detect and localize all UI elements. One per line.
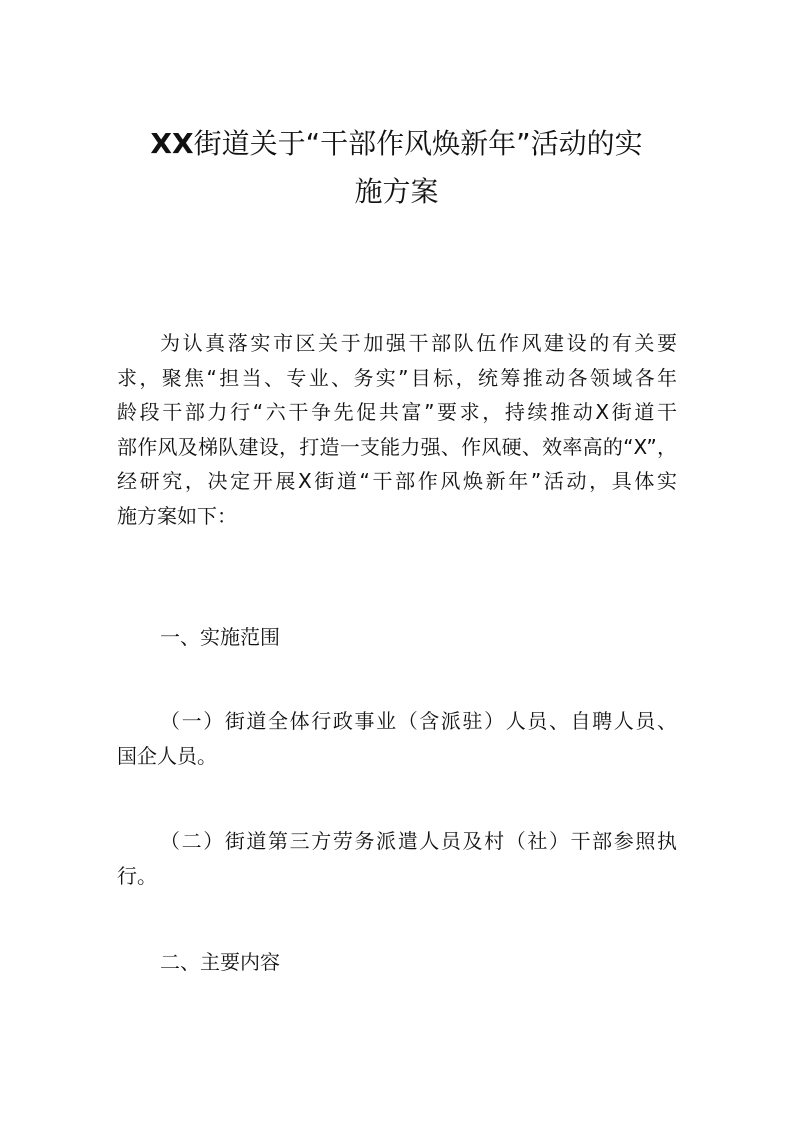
intro-line: 经研究，决定开展X街道“干部作风焕新年”活动，具体实 [117,469,677,493]
intro-line: 为认真落实市区关于加强干部队伍作风建设的有关要 [160,331,677,355]
item-line: 行。 [117,863,157,888]
intro-line: 龄段干部力行“六干争先促共富”要求，持续推动X街道干 [117,400,677,424]
section-1-heading [117,620,677,655]
document-title [110,120,683,216]
intro-line: 施方案如下： [117,503,237,528]
section-heading: 二、主要内容 [160,950,280,974]
title-line-1 [110,120,683,168]
section-1-item-2 [117,824,677,893]
title-prefix: XX [150,127,194,160]
section-1-item-1 [117,704,677,773]
intro-line: 求，聚焦“担当、专业、务实”目标，统筹推动各领域各年 [117,365,677,390]
item-line: （二）街道第三方劳务派遣人员及村（社）干部参照执 [160,829,677,853]
section-2-heading [117,945,677,980]
section-heading: 一、实施范围 [160,625,280,649]
intro-line: 部作风及梯队建设，打造一支能力强、作风硬、效率高的“X”， [117,434,677,459]
title-line-2: 施方案 [354,175,439,208]
intro-paragraph [117,326,677,533]
title-line-1-text: 街道关于“干部作风焕新年”活动的实 [193,127,643,160]
item-line: （一）街道全体行政事业（含派驻）人员、自聘人员、 [160,709,677,733]
item-line: 国企人员。 [117,743,217,768]
